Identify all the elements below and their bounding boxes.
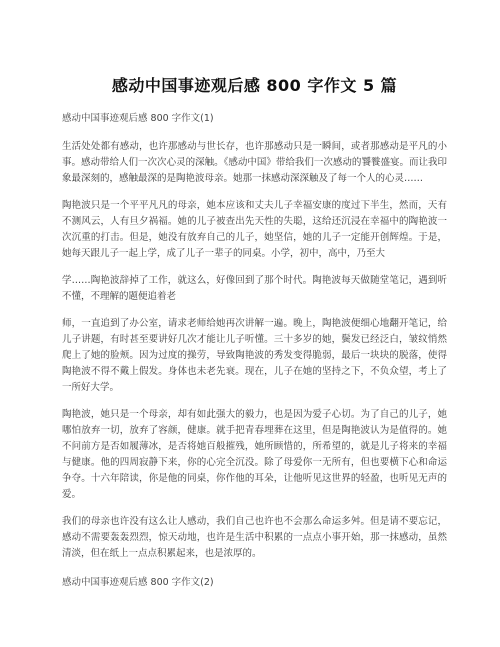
document-title: 感动中国事迹观后感 800 字作文 5 篇 — [111, 76, 398, 95]
paragraph-5: 陶艳波，她只是一个母亲，却有如此强大的毅力，也是因为爱子心切。为了自己的儿子，她哪怕放弃一切，放弃了容颜，健康。就手把青春埋葬在这里，但是陶艳波认为是值得的。她不问前方是否如履薄冰，是否将她百般摧残，她所顾惜的，所希望的，就是儿子将来的幸福与健康。他的四周寂静下来，你的心完全沉没。除了母爱你一无所有，但也要横下心和命运争夺。十六年陪读，你是他的同桌，你作他的耳朵，让他听见这世界的轻盈，也听见无声的爱。 — [62, 409, 447, 500]
paragraph-2: 陶艳波只是一个平平凡凡的母亲，她本应该和丈夫儿子幸福安康的度过下半生，然而，天有不测风云，人有旦夕祸福。她的儿子被查出先天性的失聪，这给还沉浸在幸福中的陶艳波一次沉重的打击。但是，她没有放弃自己的儿子，她坚信，她的儿子一定能开创辉煌。于是，她每天跟儿子一起上学，成了儿子一辈子的同桌。小学，初中，高中，乃至大 — [62, 200, 447, 259]
paragraph-4: 师，一直追到了办公室，请求老师给她再次讲解一遍。晚上，陶艳波便细心地翻开笔记，给儿子讲题，有时甚至要讲好几次才能让儿子听懂。三十多岁的她，鬓发已经泛白，皱纹悄然爬上了她的脸颊。因为过度的操劳，导致陶艳波的秀发变得脆弱，最后一块块的脱落，使得陶艳波不得不戴上假发。身体也未老先衰。现在，儿子在她的坚持之下，不负众望，考上了一所好大学。 — [62, 318, 447, 393]
section-heading-1: 感动中国事迹观后感 800 字作文(1) — [62, 113, 214, 124]
paragraph-6: 我们的母亲也许没有这么让人感动，我们自己也许也不会那么命运多舛。但是请不要忘记，感动不需要轰轰烈烈，惊天动地，也许是生活中积累的一点点小事开始，那一抹感动，虽然清淡，但在纸上一点点积累起来，也是浓厚的。 — [62, 516, 447, 559]
section-heading-2: 感动中国事迹观后感 800 字作文(2) — [62, 577, 214, 588]
paragraph-1: 生活处处都有感动，也许那感动与世长存，也许那感动只是一瞬间，或者那感动是平凡的小事。感动带给人们一次次心灵的深触。《感动中国》带给我们一次感动的饕餮盛宴。而让我印象最深刻的，感触最深的是陶艳波母亲。她那一抹感动深深触及了每一个人的心灵…… — [62, 141, 447, 184]
paragraph-3: 学……陶艳波辞掉了工作，就这么，好像回到了那个时代。陶艳波每天做随堂笔记，遇到听不懂，不理解的题便追着老 — [62, 275, 447, 302]
